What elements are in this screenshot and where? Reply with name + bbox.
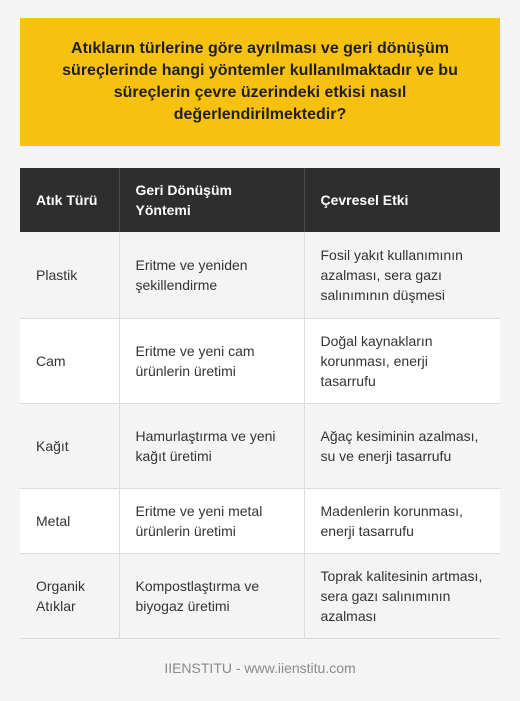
cell-environmental-impact: Ağaç kesiminin azalması, su ve enerji tasarrufu [304, 403, 500, 488]
footer-source: IIENSTITU - www.iienstitu.com [164, 660, 356, 676]
cell-recycling-method: Eritme ve yeniden şekillendirme [119, 232, 304, 318]
cell-recycling-method: Hamurlaştırma ve yeni kağıt üretimi [119, 403, 304, 488]
cell-environmental-impact: Fosil yakıt kullanımının azalması, sera gazı salınımının düşmesi [304, 232, 500, 318]
header-recycling-method: Geri Dönüşüm Yöntemi [119, 168, 304, 232]
cell-waste-type: Organik Atıklar [20, 553, 119, 638]
table-row [20, 318, 500, 403]
table-row [20, 232, 500, 318]
cell-waste-type: Kağıt [20, 403, 119, 488]
cell-waste-type: Plastik [20, 232, 119, 318]
cell-recycling-method: Eritme ve yeni metal ürünlerin üretimi [119, 488, 304, 553]
table-row [20, 488, 500, 553]
title-banner [20, 18, 500, 146]
cell-environmental-impact: Doğal kaynakların korunması, enerji tasarrufu [304, 318, 500, 403]
header-waste-type: Atık Türü [20, 168, 119, 232]
cell-environmental-impact: Toprak kalitesinin artması, sera gazı salınımının azalması [304, 553, 500, 638]
cell-environmental-impact: Madenlerin korunması, enerji tasarrufu [304, 488, 500, 553]
cell-waste-type: Cam [20, 318, 119, 403]
table-row [20, 403, 500, 488]
header-environmental-impact: Çevresel Etki [304, 168, 500, 232]
table-header-row [20, 168, 500, 232]
cell-waste-type: Metal [20, 488, 119, 553]
table-row [20, 553, 500, 638]
cell-recycling-method: Kompostlaştırma ve biyogaz üretimi [119, 553, 304, 638]
recycling-table [20, 168, 500, 639]
cell-recycling-method: Eritme ve yeni cam ürünlerin üretimi [119, 318, 304, 403]
page-title: Atıkların türlerine göre ayrılması ve geri dönüşüm süreçlerinde hangi yöntemler kullanılmaktadır ve bu süreçlerin çevre üzerindeki etkisi nasıl değerlendirilmektedir? [62, 40, 458, 123]
